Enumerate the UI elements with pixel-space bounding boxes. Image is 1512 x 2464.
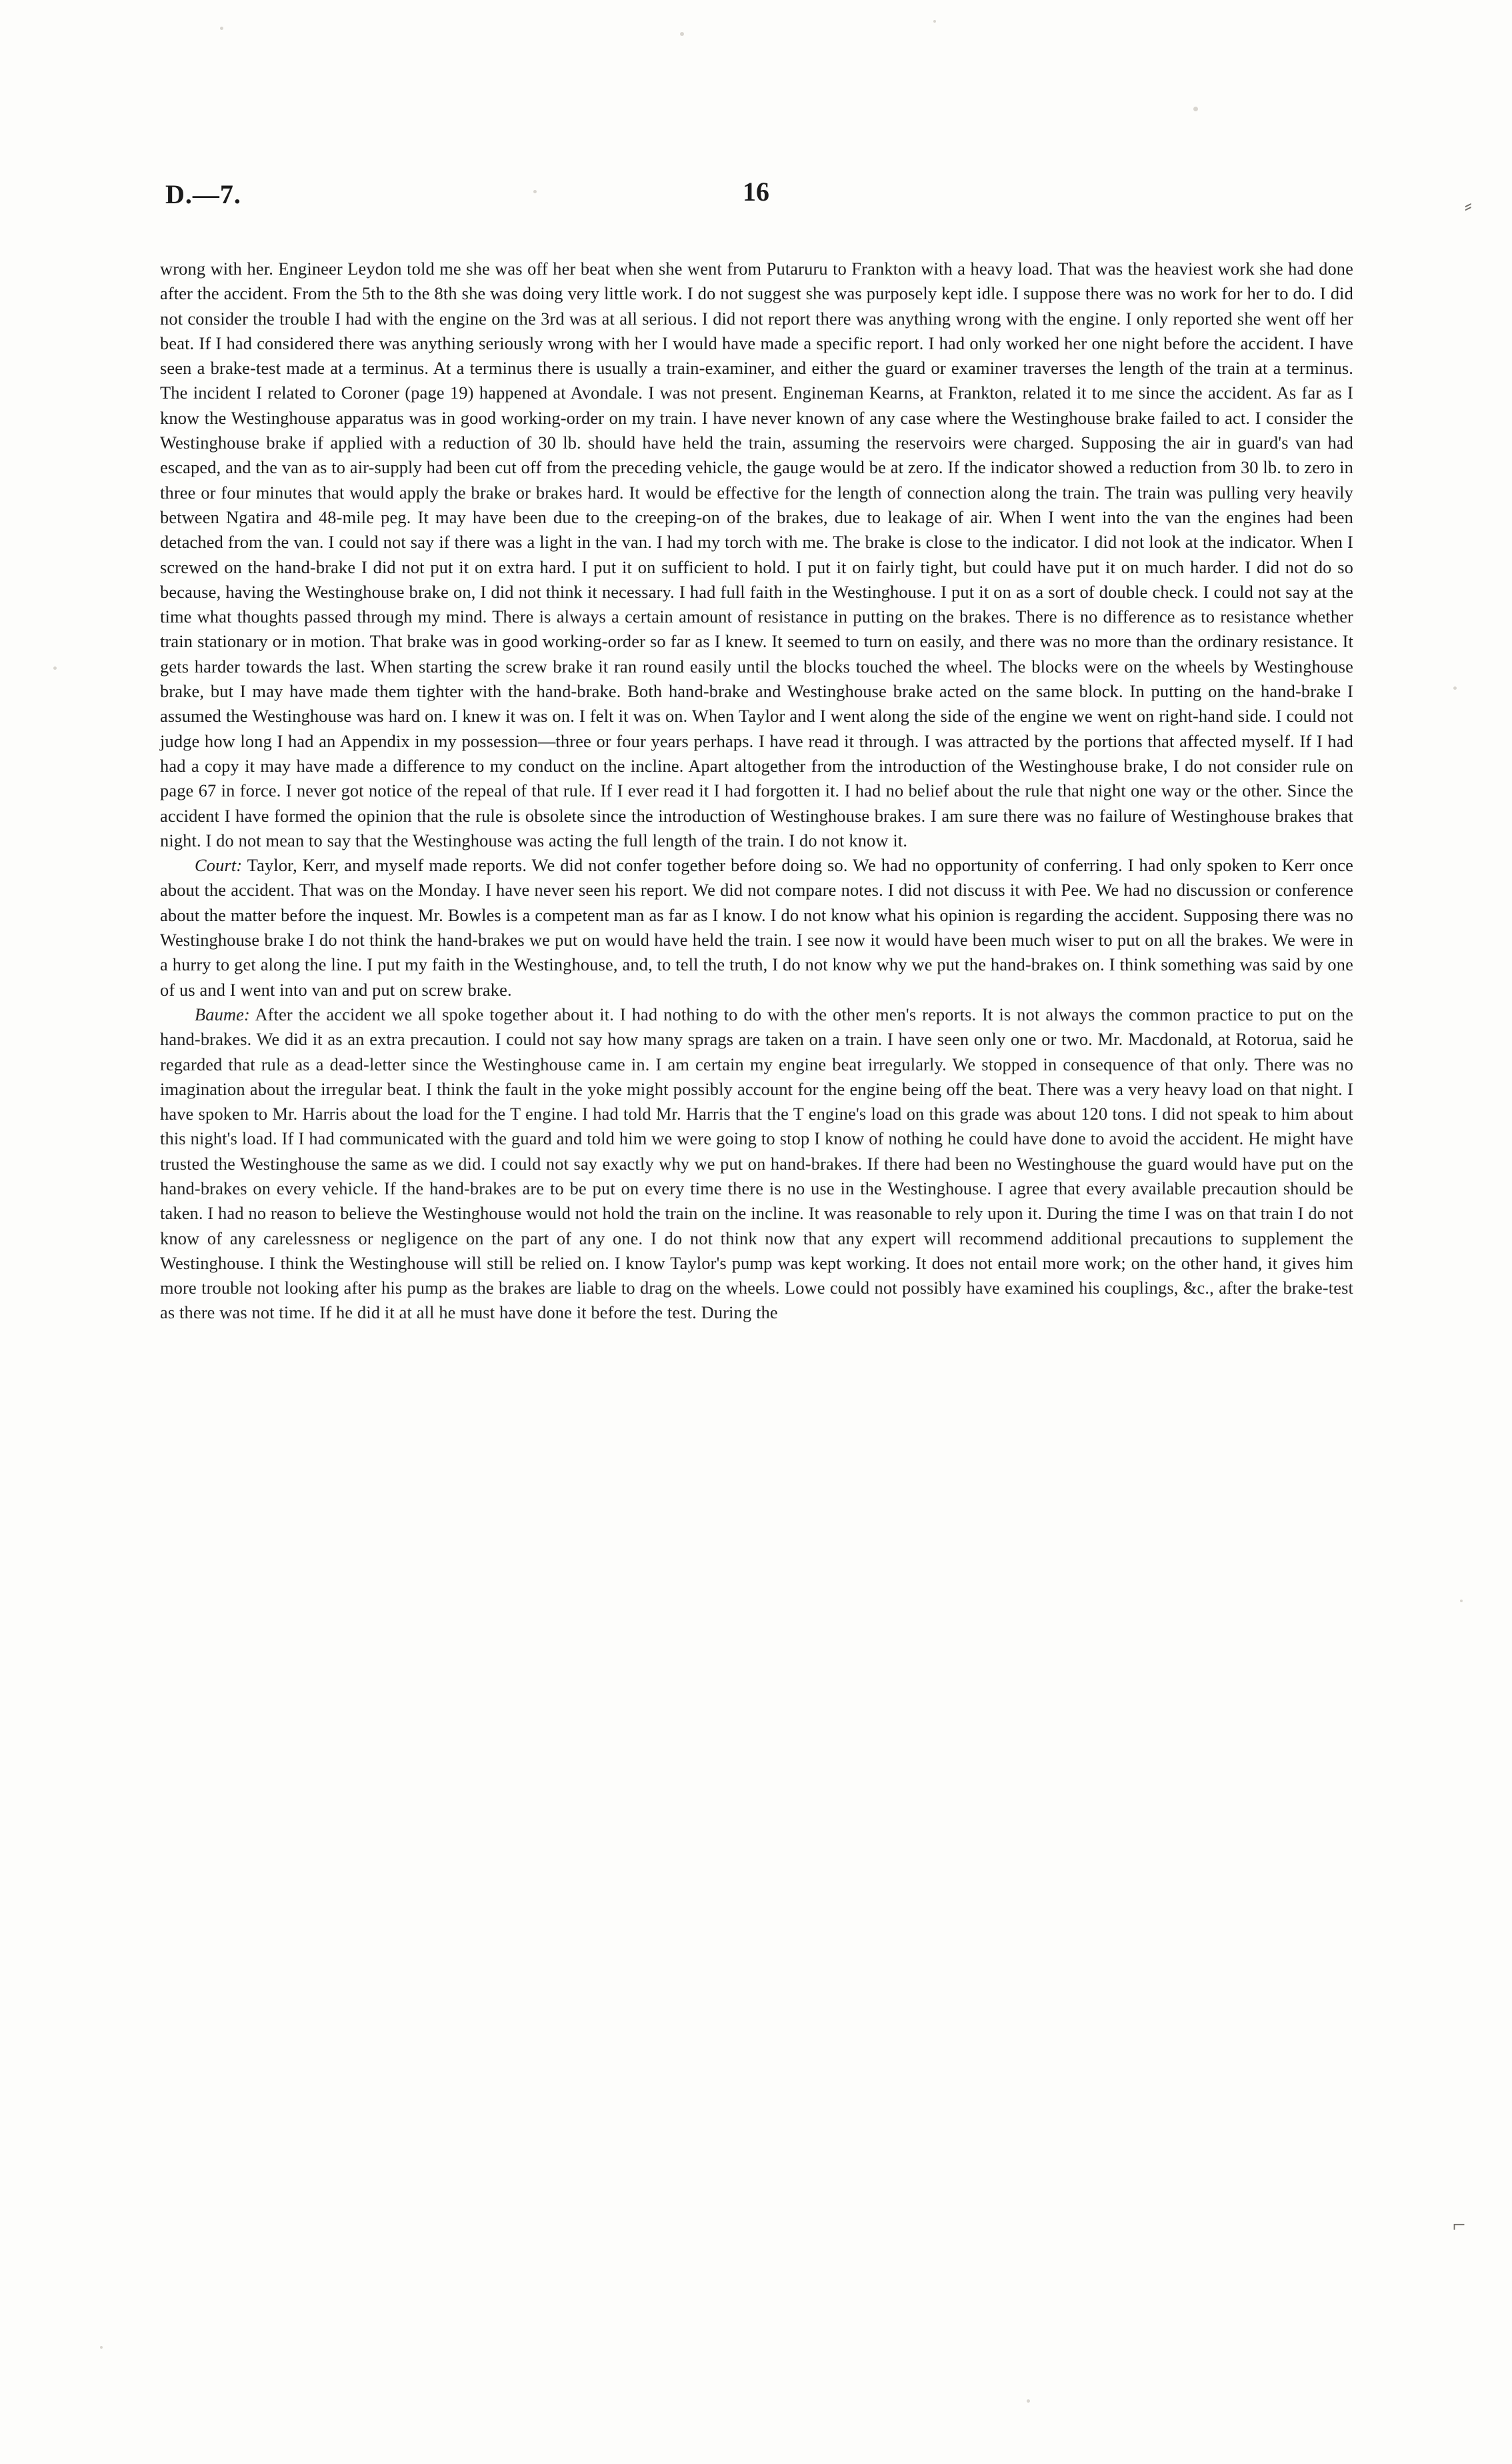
baume-speaker-label: Baume: xyxy=(195,1004,250,1024)
page-header xyxy=(160,179,1352,219)
testimony-paragraph-1: wrong with her. Engineer Leydon told me she was off her beat when she went from Putaruru to Frankton with a heavy load. That was the heaviest work she had done after the accident. From the 5th to the 8th she was doing very little work. I do not suggest she was purposely kept idle. I suppose there was no work for her to do. I did not consider the trouble I had with the engine on the 3rd was at all serious. I did not report there was anything wrong with the engine. I only reported she went off her beat. If I had considered there was anything seriously wrong with her I would have made a specific report. I had only worked her one night before the accident. I have seen a brake-test made at a terminus. At a terminus there is usually a train-examiner, and either the guard or examiner traverses the length of the train at a terminus. The incident I related to Coroner (page 19) happened at Avondale. I was not present. Engineman Kearns, at Frankton, related it to me since the accident. As far as I know the Westinghouse apparatus was in good working-order on my train. I have never known of any case where the Westinghouse brake failed to act. I consider the Westinghouse brake if applied with a reduction of 30 lb. should have held the train, assuming the reservoirs were charged. Supposing the air in guard's van had escaped, and the van as to air-supply had been cut off from the preceding vehicle, the gauge would be at zero. If the indicator showed a reduction from 30 lb. to zero in three or four minutes that would apply the brake or brakes hard. It would be effective for the length of connection along the train. The train was pulling very heavily between Ngatira and 48-mile peg. It may have been due to the creeping-on of the brakes, due to leakage of air. When I went into the van the engines had been detached from the van. I could not say if there was a light in the van. I had my torch with me. The brake is close to the indicator. I did not look at the indicator. When I screwed on the hand-brake I did not put it on extra hard. I put it on sufficient to hold. I put it on fairly tight, but could have put it on much harder. I did not do so because, having the Westinghouse brake on, I did not think it necessary. I had full faith in the Westinghouse. I put it on as a sort of double check. I could not say at the time what thoughts passed through my mind. There is always a certain amount of resistance in putting on the brakes. There is no difference as to resistance whether train stationary or in motion. That brake was in good working-order so far as I knew. It seemed to turn on easily, and there was no more than the ordinary resistance. It gets harder towards the last. When starting the screw brake it ran round easily until the blocks touched the wheel. The blocks were on the wheels by Westinghouse brake, but I may have made them tighter with the hand-brake. Both hand-brake and Westinghouse brake acted on the same block. In putting on the hand-brake I assumed the Westinghouse was hard on. I knew it was on. I felt it was on. When Taylor and I went along the side of the engine we went on right-hand side. I could not judge how long I had an Appendix in my possession—three or four years perhaps. I have read it through. I was attracted by the portions that affected myself. If I had had a copy it may have made a difference to my conduct on the incline. Apart altogether from the introduction of the Westinghouse brake, I do not consider rule on page 67 in force. I never got notice of the repeal of that rule. If I ever read it I had forgotten it. I had no belief about the rule that night one way or the other. Since the accident I have formed the opinion that the rule is obsolete since the introduction of Westinghouse brakes. I am sure there was no failure of Westinghouse brakes that night. I do not mean to say that the Westinghouse was acting the full length of the train. I do not know it. xyxy=(160,259,1353,850)
court-speaker-label: Court: xyxy=(195,855,243,876)
scan-speck xyxy=(1453,686,1457,690)
scan-speck xyxy=(933,20,936,23)
bottom-right-scan-mark: ⌐ xyxy=(1452,2213,1465,2237)
scan-speck xyxy=(1460,1600,1463,1602)
testimony-body xyxy=(160,257,1353,1326)
scan-speck xyxy=(1193,107,1198,111)
page-number: 16 xyxy=(743,177,769,207)
scan-speck xyxy=(100,2346,103,2349)
baume-paragraph-text: After the accident we all spoke together about it. I had nothing to do with the other men's reports. It is not always the common practice to put on the hand-brakes. We did it as an extra precaution. I could not say how many sprags are taken on a train. I have seen only one or two. Mr. Macdonald, at Rotorua, said he regarded that rule as a dead-letter since the Westinghouse came in. I am certain my engine beat irregularly. We stopped in consequence of that only. There was no imagination about the irregular beat. I think the fault in the yoke might possibly account for the engine being off the beat. There was a very heavy load on that night. I have spoken to Mr. Harris about the load for the T engine. I had told Mr. Harris that the T engine's load on this grade was about 120 tons. I did not speak to him about this night's load. If I had communicated with the guard and told him we were going to stop I know of nothing he could have done to avoid the accident. He might have trusted the Westinghouse the same as we did. I could not say exactly why we put on hand-brakes. If there had been no Westinghouse the guard would have put on the hand-brakes on every vehicle. If the hand-brakes are to be put on every time there is no use in the Westinghouse. I agree that every available precaution should be taken. I had no reason to believe the Westinghouse would not hold the train on the incline. It was reasonable to rely upon it. During the time I was on that train I do not know of any carelessness or negligence on the part of any one. I do not think now that any expert will recommend additional precautions to supplement the Westinghouse. I think the Westinghouse will still be relied on. I know Taylor's pump was kept working. It does not entail more work; on the other hand, it gives him more trouble not looking after his pump as the brakes are liable to drag on the wheels. Lowe could not possibly have examined his couplings, &c., after the brake-test as there was not time. If he did it at all he must have done it before the test. During the xyxy=(160,1004,1353,1323)
scan-speck xyxy=(220,27,223,30)
court-paragraph-text: Taylor, Kerr, and myself made reports. We did not confer together before doing so. We had no opportunity of conferring. I had only spoken to Kerr once about the accident. That was on the Monday. I have never seen his report. We did not compare notes. I did not discuss it with Pee. We had no discussion or conference about the matter before the inquest. Mr. Bowles is a competent man as far as I know. I do not know what his opinion is regarding the accident. Supposing there was no Westinghouse brake I do not think the hand-brakes we put on would have held the train. I see now it would have been much wiser to put on all the brakes. We were in a hurry to get along the line. I put my faith in the Westinghouse, and, to tell the truth, I do not know why we put the hand-brakes on. I think something was said by one of us and I went into van and put on screw brake. xyxy=(160,855,1353,1000)
scan-speck xyxy=(680,32,684,36)
scan-speck xyxy=(53,666,57,670)
top-right-scan-mark: ⸗ xyxy=(1464,193,1472,218)
scan-speck xyxy=(1027,2399,1030,2403)
baume-paragraph xyxy=(160,1002,1353,1326)
court-paragraph xyxy=(160,853,1353,1002)
document-id: D.—7. xyxy=(165,179,241,209)
